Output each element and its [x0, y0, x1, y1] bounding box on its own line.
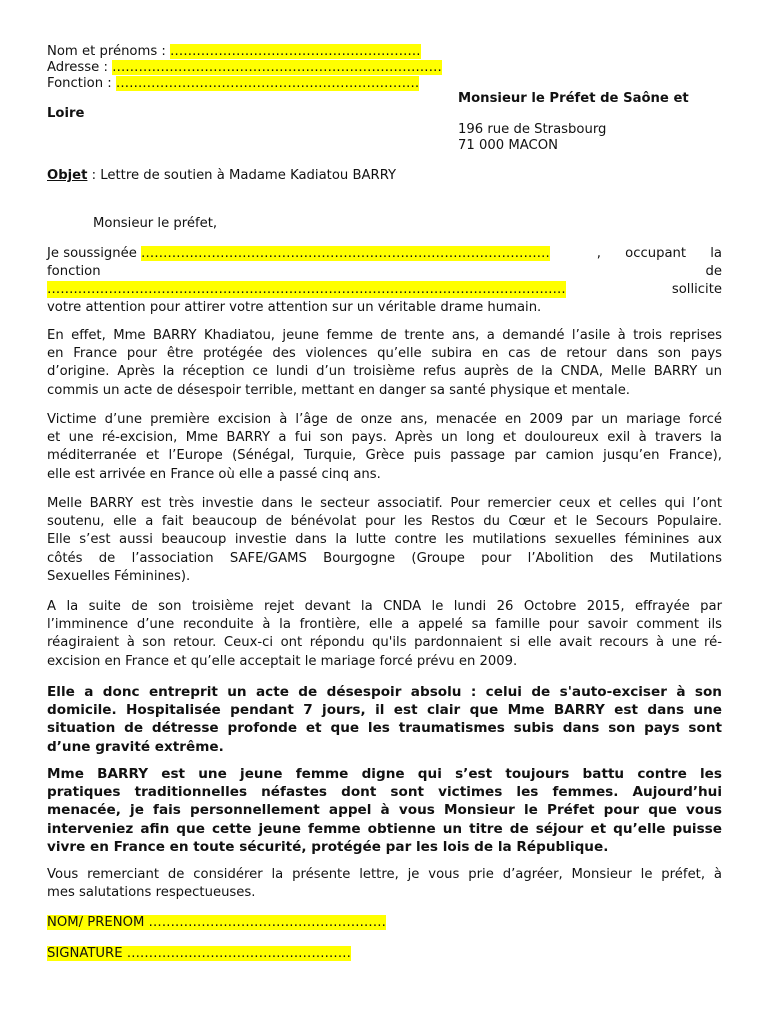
- paragraph-line: interveniez afin que cette jeune femme obtienne un titre de séjour et qu’elle puisse: [47, 820, 722, 837]
- paragraph-line: Victime d’une première excision à l’âge de onze ans, menacée en 2009 par un mariage forcé: [47, 412, 722, 427]
- paragraph-line: A la suite de son troisième rejet devant la CNDA le lundi 26 Octobre 2015, effrayée par: [47, 599, 722, 614]
- paragraph-line: Elle a donc entreprit un acte de désespoir absolu : celui de s'auto-exciser à son: [47, 684, 722, 700]
- intro-sollicite: sollicite: [671, 282, 722, 297]
- paragraph-line: commis un acte de désespoir terrible, mettant en danger sa santé physique et mentale.: [47, 382, 630, 398]
- intro-occupant: , occupant la: [596, 246, 722, 261]
- paragraph-line: Mme BARRY est une jeune femme digne qui s’est toujours battu contre les: [47, 766, 722, 782]
- signature-name-fill: NOM/ PRENOM ………………………………………………: [47, 915, 386, 930]
- object-label: Objet: [47, 168, 88, 183]
- paragraph-line: pratiques traditionnelles néfastes dont sont victimes les femmes. Aujourd’hui: [47, 784, 722, 801]
- sender-function-label: Fonction :: [47, 76, 116, 91]
- paragraph-line: menacée, je fais personnellement appel à vous Monsieur le Préfet pour que vous: [47, 802, 722, 819]
- recipient-title-line1: Monsieur le Préfet de Saône et: [458, 91, 689, 106]
- intro-function-fill: ……………………………………………………………………………………………………….: [47, 282, 566, 297]
- paragraph-1: [47, 327, 722, 400]
- paragraph-line: côtés de l’association SAFE/GAMS Bourgogne (Groupe pour l’Abolition des Mutilations: [47, 550, 722, 566]
- paragraph-4: [47, 598, 722, 671]
- paragraph-line: Melle BARRY est très investie dans le secteur associatif. Pour remercier ceux et celles qui l’ont: [47, 496, 722, 511]
- intro-line-1: [47, 245, 722, 262]
- paragraph-line: réagiraient à son retour. Ceux-ci ont répondu qu'ils pardonnaient si elle avait recours à une ré-: [47, 635, 722, 651]
- intro-line-3: [47, 281, 722, 298]
- recipient-title-line2: Loire: [47, 106, 85, 121]
- paragraph-line: vivre en France en toute sécurité, protégée par les lois de la République.: [47, 838, 609, 855]
- signature-name-line: [47, 914, 386, 931]
- paragraph-line: d’origine. Après la réception ce lundi d’un troisième refus auprès de la CNDA, Melle BARRY un: [47, 364, 722, 380]
- paragraph-2: [47, 411, 722, 484]
- intro-fonction: fonction: [47, 264, 101, 279]
- signature-line: [47, 945, 351, 962]
- sender-address-line: [47, 59, 442, 76]
- paragraph-line: En effet, Mme BARRY Khadiatou, jeune femme de trente ans, a demandé l’asile à trois reprises: [47, 328, 722, 343]
- paragraph-3: [47, 495, 722, 586]
- object-line: [47, 167, 396, 184]
- paragraph-line: domicile. Hospitalisée pendant 7 jours, il est clair que Mme BARRY est dans une: [47, 702, 722, 719]
- intro-name-fill: …………………………………………………………………………………: [141, 246, 550, 261]
- sender-name-fill: …………………………………………………: [170, 44, 421, 59]
- bold-paragraph-2: [47, 765, 722, 856]
- recipient-street: 196 rue de Strasbourg: [458, 122, 607, 137]
- paragraph-line: en France pour être protégée des violences qu’elle subira en cas de retour dans son pays: [47, 346, 722, 362]
- sender-function-fill: ……………………………………………………………: [115, 76, 420, 91]
- object-text: : Lettre de soutien à Madame Kadiatou BARRY: [87, 168, 397, 183]
- intro-de: de: [705, 264, 722, 279]
- paragraph-line: l’imminence d’une reconduite à la frontière, elle a appelé sa famille pour savoir comment ils: [47, 617, 722, 633]
- sender-name-label: Nom et prénoms :: [47, 44, 171, 59]
- sender-address-fill: …………………………………………………………………: [112, 60, 442, 75]
- paragraph-line: méditerranée et l’Europe (Sénégal, Turquie, Grèce puis passage par camion jusqu’en France),: [47, 448, 722, 464]
- paragraph-line: d’une gravité extrême.: [47, 738, 224, 755]
- paragraph-line: et une ré-excision, Mme BARRY a fui son pays. Après un long et douloureux exil à travers la: [47, 430, 722, 446]
- signature-fill: SIGNATURE ……………………………………………: [47, 946, 351, 961]
- paragraph-line: Sexuelles Féminines).: [47, 568, 191, 584]
- paragraph-line: excision en France et qu’elle acceptait le mariage forcé prévu en 2009.: [47, 653, 518, 669]
- sender-name-line: [47, 43, 421, 60]
- paragraph-line: elle est arrivée en France où elle a passé cinq ans.: [47, 466, 381, 482]
- intro-je-soussignee: Je soussignée: [47, 246, 142, 261]
- intro-line-4: votre attention pour attirer votre attention sur un véritable drame humain.: [47, 300, 542, 315]
- bold-paragraph-1: [47, 683, 722, 756]
- closing-paragraph: [47, 866, 722, 902]
- recipient-city: 71 000 MACON: [458, 138, 558, 153]
- salutation: Monsieur le préfet,: [93, 216, 218, 231]
- paragraph-line: Elle s’est aussi beaucoup investie dans la lutte contre les mutilations sexuelles féminines aux: [47, 532, 722, 548]
- paragraph-line: soutenu, elle a fait beaucoup de bénévolat pour les Restos du Cœur et le Secours Populaire.: [47, 514, 722, 530]
- paragraph-line: situation de détresse profonde et que les traumatismes subis dans son pays sont: [47, 720, 722, 737]
- sender-address-label: Adresse :: [47, 60, 113, 75]
- sender-function-line: [47, 75, 419, 92]
- paragraph-line: mes salutations respectueuses.: [47, 885, 256, 901]
- paragraph-line: Vous remerciant de considérer la présente lettre, je vous prie d’agréer, Monsieur le préfet, à: [47, 867, 722, 882]
- intro-line-2: [47, 263, 722, 280]
